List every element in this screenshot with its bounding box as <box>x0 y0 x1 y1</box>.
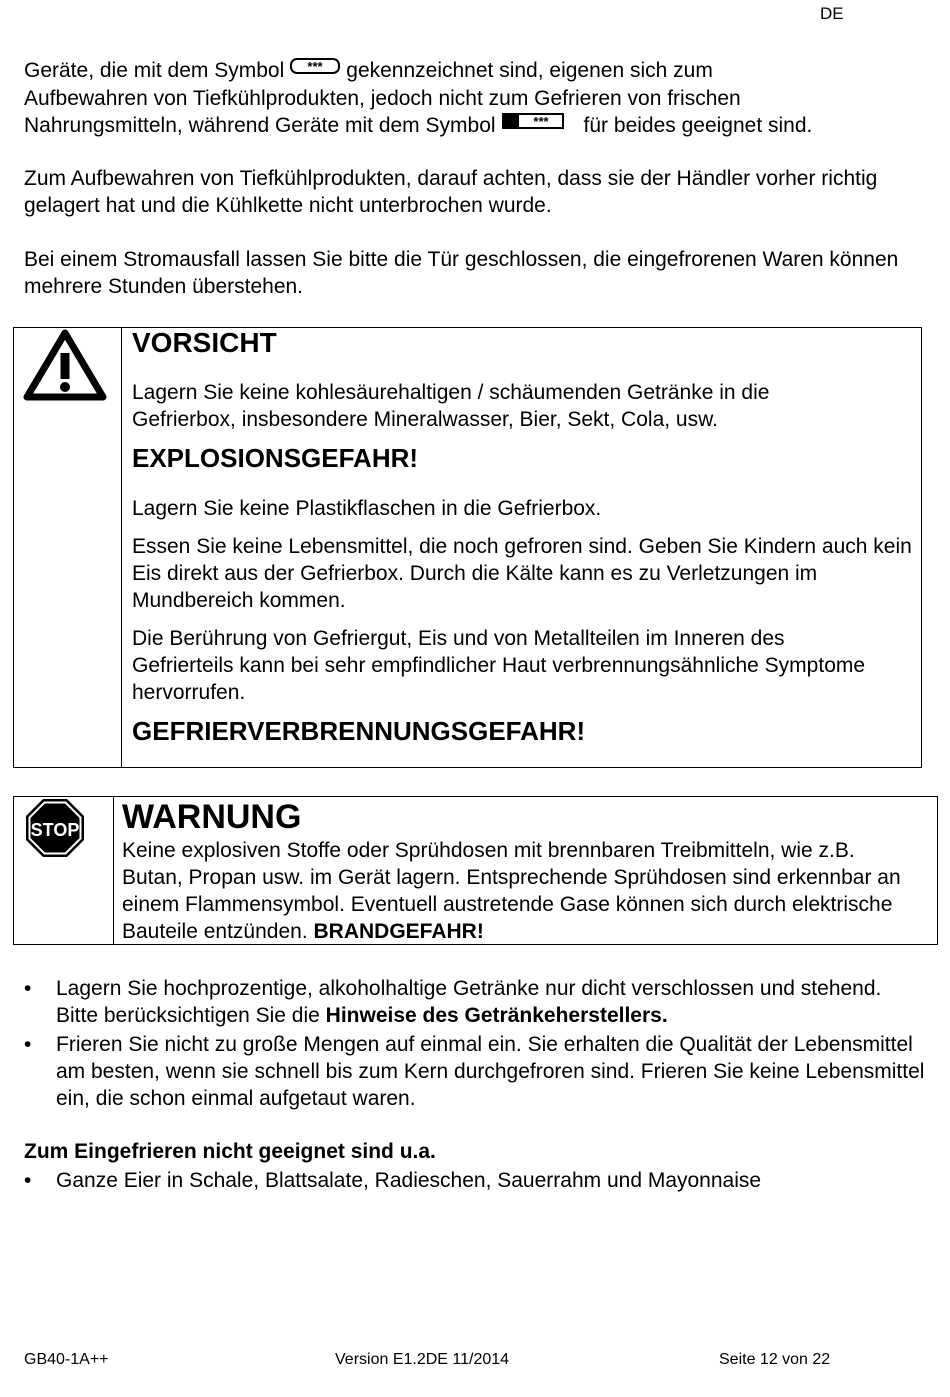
caution-box <box>13 327 922 768</box>
intro-text-a: Geräte, die mit dem Symbol <box>24 59 285 82</box>
three-star-freezer-icon <box>290 54 340 81</box>
bullet-marker-3: • <box>24 1169 32 1192</box>
intro-paragraph-2: Zum Aufbewahren von Tiefkühlprodukten, darauf achten, dass sie der Händler vorher richtig gelagert hat und die Kühlkette nicht unterbrochen wurde. <box>24 167 878 217</box>
caution-text-3: Essen Sie keine Lebensmittel, die noch gefroren sind. Geben Sie Kindern auch kein Eis direkt aus der Gefrierbox. Durch die Kälte kann es zu Verletzungen im Mundbereich kommen. <box>132 535 912 612</box>
bullet-item-1 <box>56 975 906 1029</box>
bullet-marker-2: • <box>24 1033 32 1056</box>
bullet-marker-1: • <box>24 977 32 1000</box>
warning-divider <box>113 797 114 944</box>
footer-version: Version E1.2DE 11/2014 <box>335 1351 510 1368</box>
footer-model: GB40-1A++ <box>24 1351 109 1368</box>
fire-danger: BRANDGEFAHR! <box>313 920 484 943</box>
intro-paragraph-1 <box>24 57 924 140</box>
unsuitable-heading: Zum Eingefrieren nicht geeignet sind u.a. <box>24 1140 436 1163</box>
explosion-danger: EXPLOSIONSGEFAHR! <box>132 443 419 473</box>
stop-sign-icon <box>24 797 86 859</box>
svg-text:STOP: STOP <box>30 820 80 840</box>
intro-text-e: für beides geeignet sind. <box>583 113 813 137</box>
footer-page-number: Seite 12 von 22 <box>719 1351 831 1368</box>
warning-title: WARNUNG <box>122 798 302 836</box>
intro-text-d: Nahrungsmitteln, während Geräte mit dem Symbol <box>24 113 496 137</box>
caution-text-4: Die Berührung von Gefriergut, Eis und von Metallteilen im Inneren des Gefrierteils kann bei sehr empfindlicher Haut verbrennungsähnliche Symptome hervorrufen. <box>132 627 866 704</box>
caution-text-1: Lagern Sie keine kohlesäurehaltigen / schäumenden Getränke in die Gefrierbox, insbesondere Mineralwasser, Bier, Sekt, Cola, usw. <box>132 381 770 431</box>
svg-text:***: *** <box>532 113 549 129</box>
caution-text-2: Lagern Sie keine Plastikflaschen in die Gefrierbox. <box>132 497 602 520</box>
language-code: DE <box>820 4 844 23</box>
bullet-1-bold: Hinweise des Getränkeherstellers. <box>325 1004 668 1027</box>
bullet-item-2: Frieren Sie nicht zu große Mengen auf einmal ein. Sie erhalten die Qualität der Lebensmittel am besten, wenn sie schnell bis zum Kern durchgefroren sind. Frieren Sie keine Lebensmittel ein, die schon einmal aufgetaut waren. <box>56 1033 925 1110</box>
caution-title: VORSICHT <box>132 327 277 358</box>
unsuitable-item: Ganze Eier in Schale, Blattsalate, Radieschen, Sauerrahm und Mayonnaise <box>56 1169 762 1192</box>
warning-box <box>13 796 938 945</box>
four-star-freezer-icon <box>502 109 564 136</box>
bullet-1-text: Lagern Sie hochprozentige, alkoholhaltige Getränke nur dicht verschlossen und stehend. Bitte berücksichtigen Sie die <box>56 977 882 1027</box>
warning-triangle-icon <box>23 329 107 401</box>
warning-body: Keine explosiven Stoffe oder Sprühdosen mit brennbaren Treibmitteln, wie z.B. Butan, Propan usw. im Gerät lagern. Entsprechende Sprühdosen sind erkennbar an einem Flammensymbol. Eventuell austretende Gase können sich durch elektrische Bauteile entzünden. <box>122 839 901 943</box>
intro-text-c: Aufbewahren von Tiefkühlprodukten, jedoch nicht zum Gefrieren von frischen <box>24 86 741 110</box>
svg-text:***: *** <box>307 58 323 74</box>
caution-divider <box>121 328 122 767</box>
warning-text <box>122 837 912 945</box>
intro-text-b: gekennzeichnet sind, eigenen sich zum <box>346 59 713 82</box>
frost-burn-danger: GEFRIERVERBRENNUNGSGEFAHR! <box>132 716 586 746</box>
intro-paragraph-3: Bei einem Stromausfall lassen Sie bitte die Tür geschlossen, die eingefrorenen Waren können mehrere Stunden überstehen. <box>24 248 899 298</box>
